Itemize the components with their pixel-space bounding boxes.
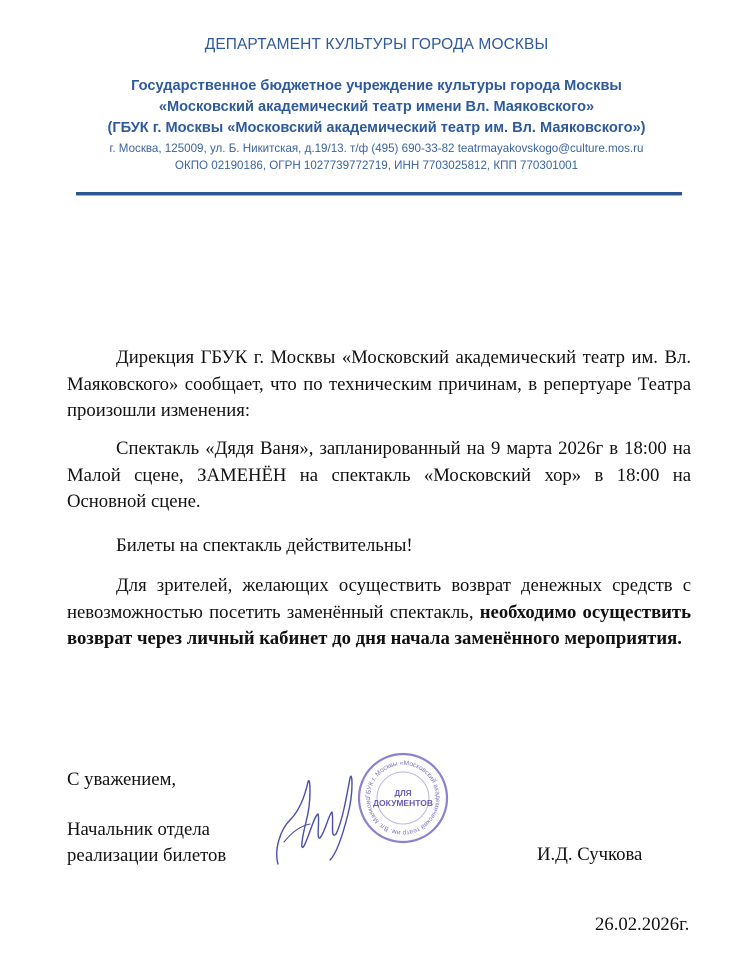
org-line: «Московский академический театр имени Вл. Маяковского» — [158, 99, 595, 115]
org-line: Государственное бюджетное учреждение культуры города Москвы — [131, 78, 622, 94]
registry-line: ОКПО 02190186, ОГРН 1027739772719, ИНН 7703025812, КПП 770301001 — [174, 159, 579, 172]
org-line: (ГБУК г. Москвы «Московский академический театр им. Вл. Маяковского») — [107, 120, 646, 136]
handwritten-signature-icon — [270, 760, 360, 870]
notice-paragraph-refund — [67, 573, 691, 653]
letterhead-divider — [76, 192, 682, 196]
paragraph-text: Билеты на спектакль действительны! — [116, 535, 413, 556]
paragraph-text — [67, 573, 691, 653]
stamp-ring-text: ГБУК г. Москвы «Московский академический театр им. Вл. Маяковс — [364, 759, 442, 837]
stamp-center-line2: ДОКУМЕНТОВ — [373, 798, 433, 808]
position-line: Начальник отдела — [67, 819, 210, 840]
signer-position — [67, 817, 226, 869]
letter-date: 26.02.2026г. — [595, 914, 690, 935]
address-line: г. Москва, 125009, ул. Б. Никитская, д.19/13. т/ф (495) 690-33-82 teatrmayakovskogo@culture.mos.ru — [109, 142, 644, 155]
signer-name: И.Д. Сучкова — [537, 844, 643, 865]
paragraph-text: Спектакль «Дядя Ваня», запланированный на 9 марта 2026г в 18:00 на Малой сцене, ЗАМЕНЁН на спектакль «Московский хор» в 18:00 на Основной сцене. — [67, 438, 691, 512]
paragraph-text: Дирекция ГБУК г. Москвы «Московский академический театр им. Вл. Маяковского» сообщает, что по техническим причинам, в репертуаре Театра произошли изменения: — [67, 347, 691, 421]
notice-paragraph-change — [67, 436, 691, 516]
refund-instruction-bold: необходимо осуществить возврат через личный кабинет до дня начала заменённого мероприятия. — [67, 601, 691, 649]
refund-text: Для зрителей, желающих осуществить возврат денежных средств с невозможностью посетить заменённый спектакль, — [67, 575, 691, 623]
organization-contacts — [0, 140, 753, 174]
official-stamp-icon — [355, 750, 451, 846]
position-line: реализации билетов — [67, 845, 227, 866]
notice-paragraph-tickets — [67, 533, 691, 560]
organization-name — [0, 76, 753, 139]
notice-paragraph-intro — [67, 345, 691, 425]
closing-regards: С уважением, — [67, 769, 177, 790]
stamp-center-line1: ДЛЯ — [394, 789, 412, 798]
department-title: ДЕПАРТАМЕНТ КУЛЬТУРЫ ГОРОДА МОСКВЫ — [204, 36, 549, 53]
